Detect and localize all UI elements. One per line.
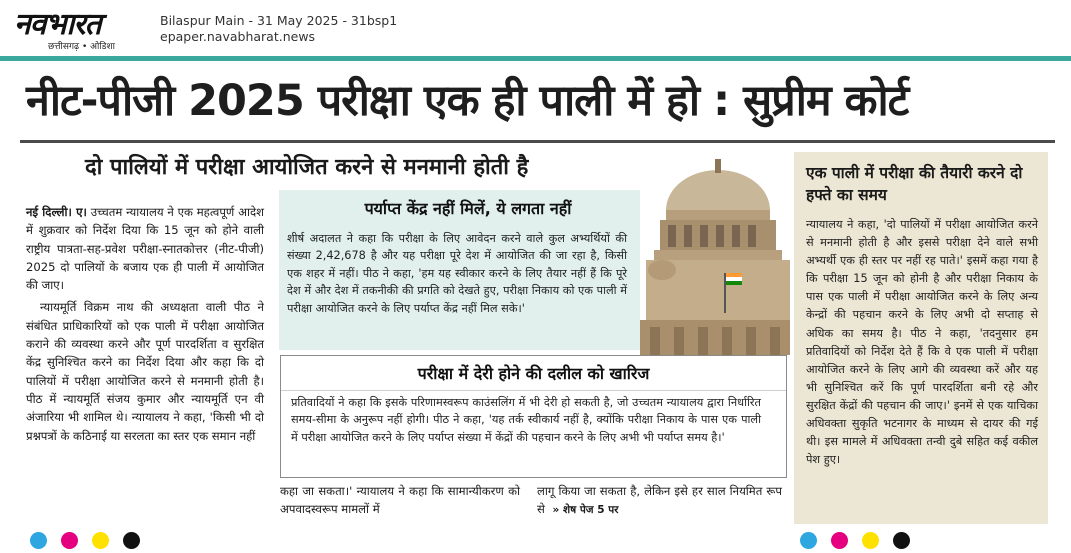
newspaper-logo xyxy=(14,8,154,58)
left-article-column xyxy=(26,203,264,445)
centres-box-text: शीर्ष अदालत ने कहा कि परीक्षा के लिए आवेदन करने वाले कुल अभ्यर्थियों की संख्या 2,42,678 है और यह परीक्षा पूरे देश में आयोजित की जा रहा है, किसी एक शहर में नहीं। पीठ ने कहा, 'हम यह स्वीकार करने के लिए तैयार नहीं हैं कि पूरे देश में और देश में तकनीकी की प्रगति को देखते हुए, परीक्षा निकाय को एक पाली में परीक्षा आयोजित करने के लिए पर्याप्त केंद्र नहीं मिल सके।' xyxy=(287,232,627,315)
right-sidebar-panel xyxy=(794,152,1048,524)
supreme-court-dome-image xyxy=(640,155,790,355)
delay-box-heading: परीक्षा में देरी होने की दलील को खारिज xyxy=(281,362,786,391)
logo-subtitle: छत्तीसगढ़ • ओडिशा xyxy=(48,42,115,52)
headline-rule xyxy=(20,140,1055,143)
centres-infobox xyxy=(279,190,657,350)
edition-info xyxy=(160,13,397,45)
mid-article-column-2 xyxy=(537,482,782,520)
centres-box-heading: पर्याप्त केंद्र नहीं मिलें, ये लगता नहीं xyxy=(364,199,572,218)
black-dot xyxy=(123,532,140,549)
site-link[interactable]: epaper.navabharat.news xyxy=(160,29,316,44)
cyan-dot xyxy=(800,532,817,549)
delay-infobox xyxy=(280,355,787,478)
cyan-dot xyxy=(30,532,47,549)
continued-on-page[interactable]: » शेष पेज 5 पर xyxy=(552,504,619,517)
magenta-dot xyxy=(831,532,848,549)
logo-text: नवभारत xyxy=(14,7,101,42)
article-para-2: न्यायमूर्ति विक्रम नाथ की अध्यक्षता वाली पीठ ने संबंधित प्राधिकारियों को एक पाली में परीक्षा आयोजित कराने की व्यवस्था करने और पूर्ण पारदर्शिता व सुरक्षित केंद्र सुनिश्चित करने का निर्देश दिया और कहा कि दो पालियों में परीक्षा आयोजित करने से मनमानी होती है। पीठ में न्यायमूर्ति संजय कुमार और न्यायमूर्ति एन वी अंजारिया भी शामिल थे। न्यायालय ने कहा, 'किसी भी दो प्रश्नपत्रों के कठिनाई या सरलता का स्तर एक समान नहीं xyxy=(26,300,264,443)
main-headline: नीट-पीजी 2025 परीक्षा एक ही पाली में हो : सुप्रीम कोर्ट xyxy=(26,76,909,126)
magenta-dot xyxy=(61,532,78,549)
sub-headline: दो पालियों में परीक्षा आयोजित करने से मनमानी होती है xyxy=(85,155,529,180)
para1-text: उच्चतम न्यायालय ने एक महत्वपूर्ण आदेश में शुक्रवार को निर्देश दिया कि 15 जून को होने वाली राष्ट्रीय पात्रता-सह-प्रवेश परीक्षा-स्नातकोत्तर (नीट-पीजी) 2025 दो पालियों के बजाय एक ही पाली में आयोजित की जाए। xyxy=(26,205,264,293)
delay-box-text: प्रतिवादियों ने कहा कि इसके परिणामस्वरूप काउंसलिंग में भी देरी हो सकती है, जो उच्चतम न्यायालय द्वारा निर्धारित समय-सीमा के अनुरूप नहीं होगी। पीठ ने कहा, 'यह तर्क स्वीकार्य नहीं है, क्योंकि परीक्षा निकाय के पास एक पाली में परीक्षा आयोजित करने के लिए पर्याप्त संख्या में केंद्रों की पहचान करने के लिए अभी भी पर्याप्त समय है।' xyxy=(291,396,761,444)
article-para-1 xyxy=(26,203,264,294)
mid-article-column: कहा जा सकता।' न्यायालय ने कहा कि सामान्यीकरण को अपवादस्वरूप मामलों में xyxy=(280,484,520,517)
black-dot xyxy=(893,532,910,549)
edition-line: Bilaspur Main - 31 May 2025 - 31bsp1 xyxy=(160,13,398,28)
yellow-dot xyxy=(92,532,109,549)
mid2-text: लागू किया जा सकता है, लेकिन इसे हर साल नियमित रूप से xyxy=(537,484,782,517)
yellow-dot xyxy=(862,532,879,549)
registration-marks-left xyxy=(30,532,154,550)
accent-bar xyxy=(0,56,1071,61)
sidebar-text: न्यायालय ने कहा, 'दो पालियों में परीक्षा आयोजित करने से मनमानी होती है और इससे परीक्षा देने वाले सभी अभ्यर्थी एक ही स्तर पर नहीं रह पाते।' इसमें कहा गया है कि परीक्षा 15 जून को होनी है और परीक्षा निकाय के पास एक पाली में परीक्षा आयोजित करने के लिए अन्य केन्द्रों की पहचान करने के लिए अभी दो सप्ताह से अधिक का समय है। पीठ ने कहा, 'तदनुसार हम प्रतिवादियों को निर्देश देते हैं कि वे एक पाली में परीक्षा आयोजित करने के लिए आगे की व्यवस्था करें और यह भी सुनिश्चित करें कि पूर्ण पारदर्शिता बनी रहे और सुरक्षित केंद्रों की पहचान की जाए।' इनमें से एक याचिका अधिवक्ता सुकृति भटनागर के माध्यम से दायर की गई थी। इस मामले में अधिवक्ता तन्वी दुबे सहित कई वकील पेश हुए। xyxy=(806,218,1038,467)
registration-marks-right xyxy=(800,532,924,550)
sidebar-heading: एक पाली में परीक्षा की तैयारी करने दो हफ्ते का समय xyxy=(806,164,1023,204)
dateline: नई दिल्ली। ए। xyxy=(26,205,87,219)
